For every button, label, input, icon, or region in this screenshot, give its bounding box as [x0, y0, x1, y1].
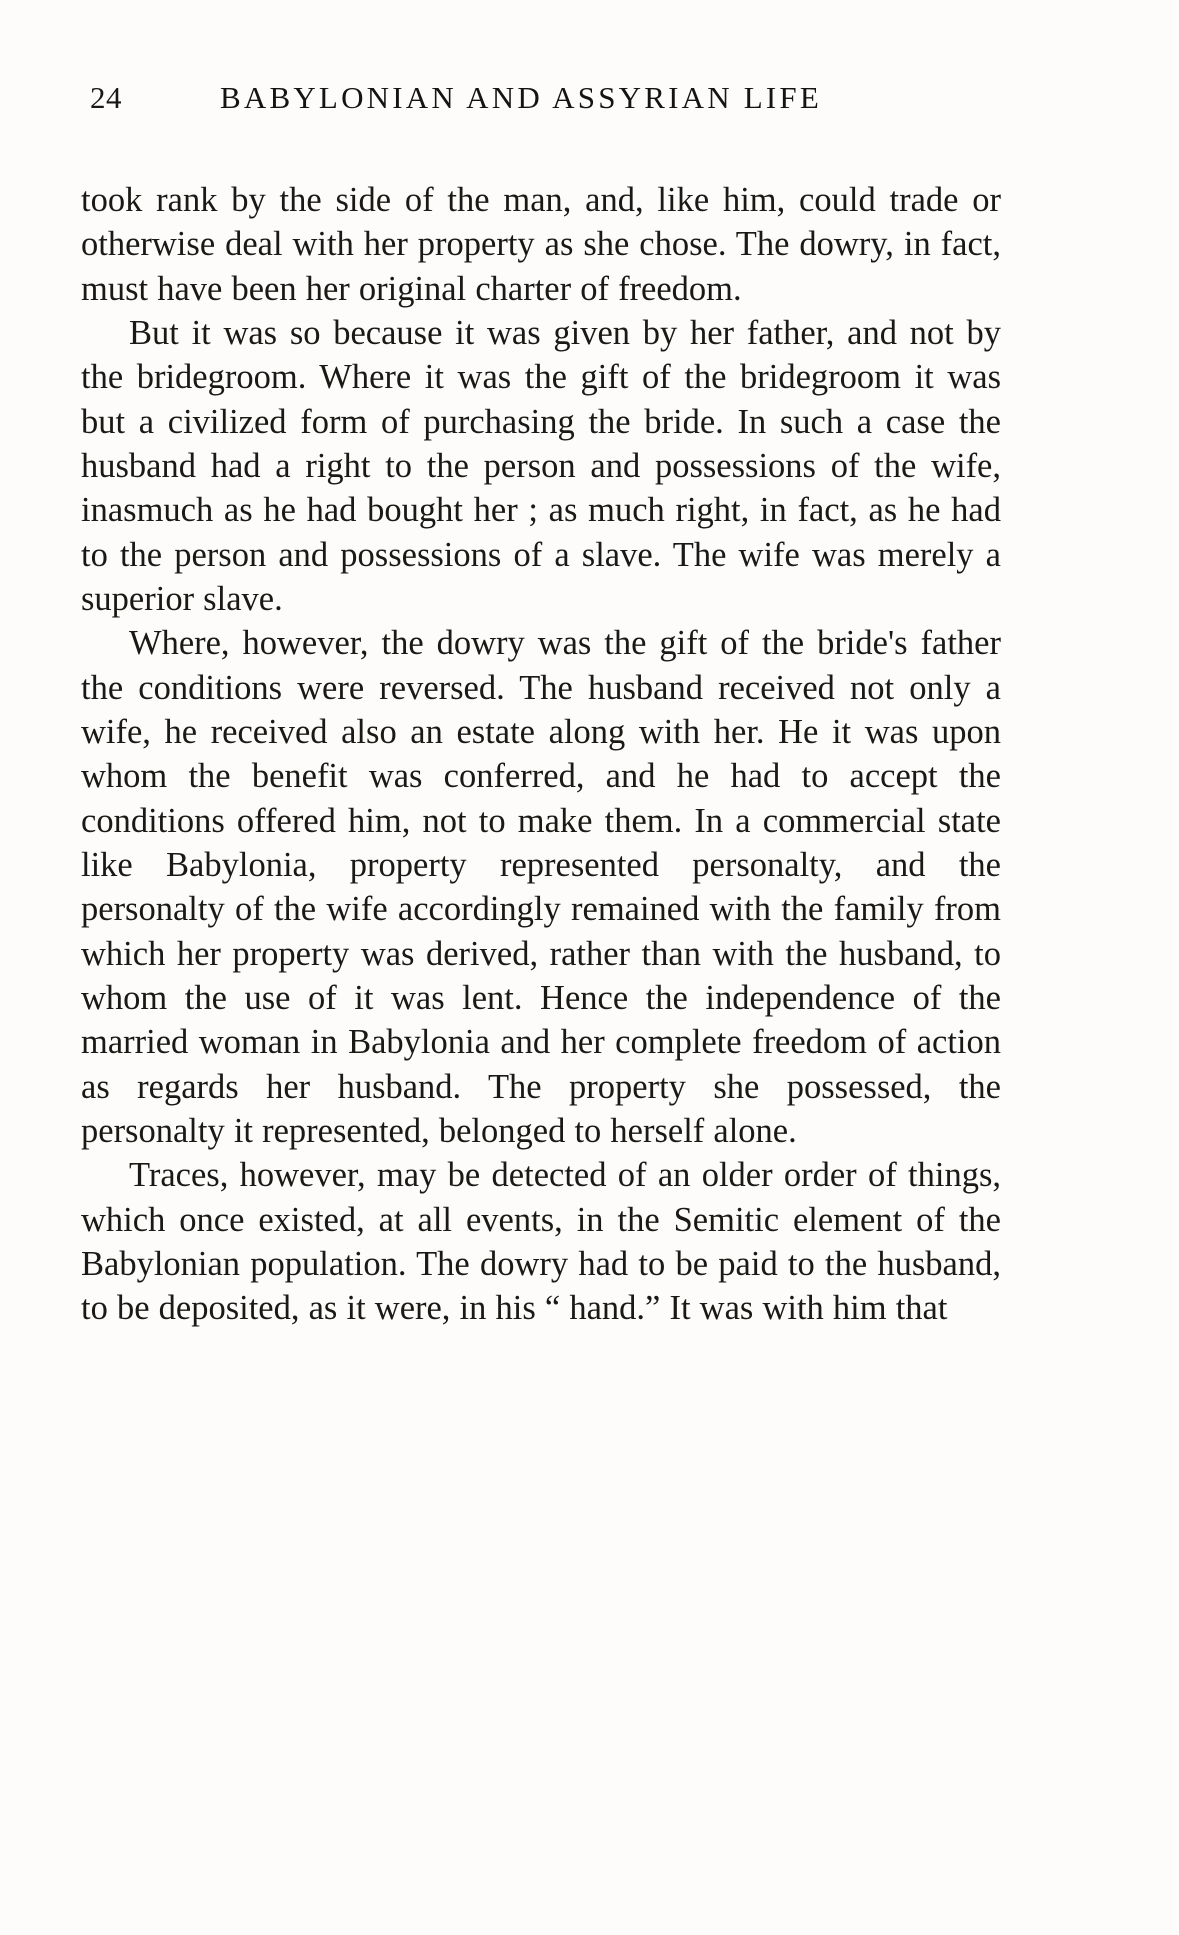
- paragraph: took rank by the side of the man, and, like him, could trade or otherwise deal with her property as she chose. The dowry, in fact, must have been her original charter of freedom.: [81, 181, 1001, 308]
- paragraph: Where, however, the dowry was the gift of the bride's father the conditions were reversed. The husband received not only a wife, he received also an estate along with her. He it was upon whom the benefit was conferred, and he had to accept the conditions offered him, not to make them. In a commercial state like Babylonia, property represented personalty, and the personalty of the wife accordingly remained with the family from which her property was derived, rather than with the husband, to whom the use of it was lent. Hence the independence of the married woman in Babylonia and her complete freedom of action as regards her husband. The property she possessed, the personalty it represented, belonged to herself alone.: [81, 624, 1001, 1150]
- paragraph: Traces, however, may be detected of an older order of things, which once existed, at all events, in the Semitic element of the Babylonian population. The dowry had to be paid to the husband, to be deposited, as it were, in his “ hand.” It was with him that: [81, 1156, 1001, 1328]
- page-header: [85, 80, 1095, 140]
- page-number: 24: [90, 80, 122, 115]
- body-text: [81, 178, 1001, 1331]
- running-head: BABYLONIAN AND ASSYRIAN LIFE: [220, 80, 822, 115]
- paragraph: But it was so because it was given by her father, and not by the bridegroom. Where it was the gift of the bridegroom it was but a civilized form of purchasing the bride. In such a case the husband had a right to the person and possessions of the wife, inasmuch as he had bought her ; as much right, in fact, as he had to the person and possessions of a slave. The wife was merely a superior slave.: [81, 313, 1001, 618]
- page-content: [81, 80, 1095, 1331]
